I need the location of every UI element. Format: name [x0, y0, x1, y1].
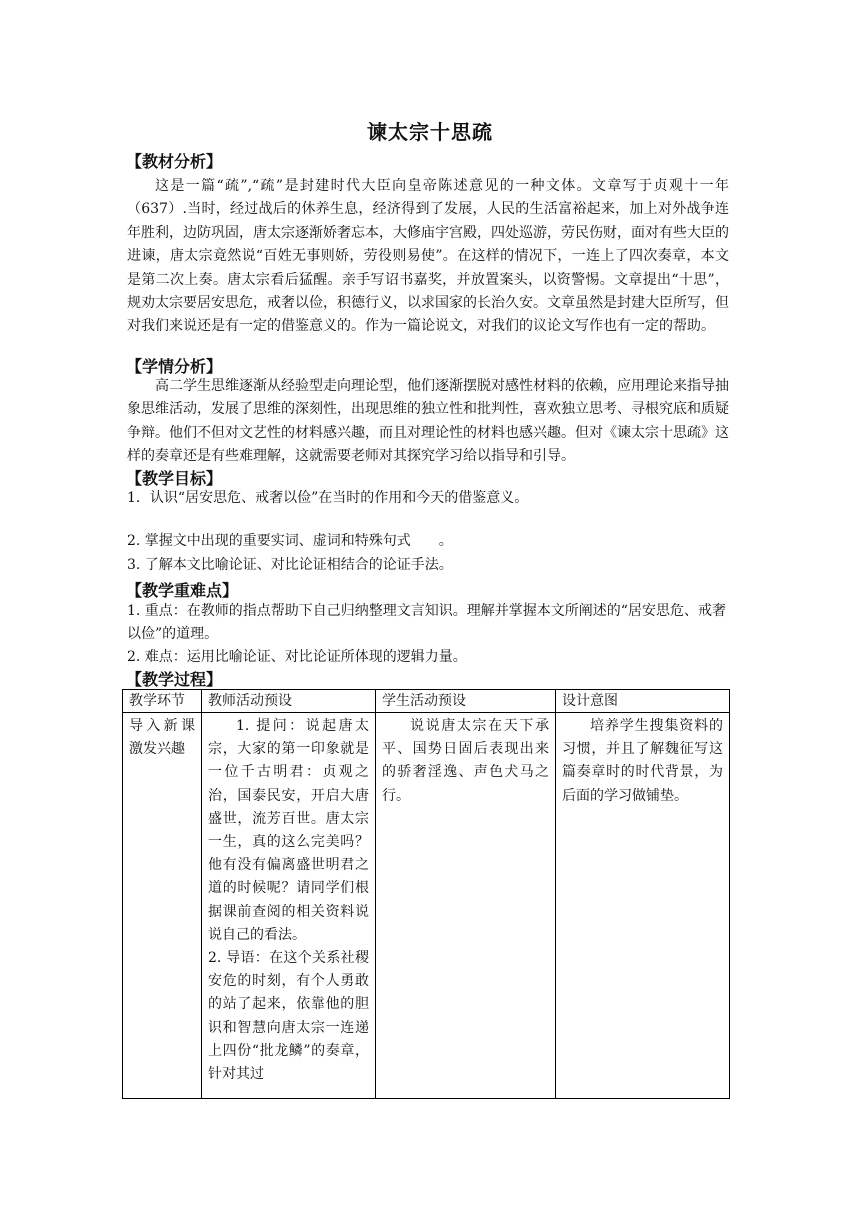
- heading-teaching-goals: 【教学目标】: [126, 469, 223, 488]
- textbook-analysis-paragraph: 这是一篇“疏”,“疏”是封建时代大臣向皇帝陈述意见的一种文体。文章写于贞观十一年（637）.当时，经过战后的休养生息，经济得到了发展，人民的生活富裕起来，加上对外战争连年胜利，边防巩固，唐太宗逐渐娇奢忘本，大修庙宇宫殿，四处巡游，劳民伤财，面对有些大臣的进谏，唐太宗竟然说“百姓无事则娇，劳役则易使”。在这样的情况下，一连上了四次奏章，本文是第二次上奏。唐太宗看后猛醒。亲手写诏书嘉奖，并放置案头，以资警惕。文章提出“十思”，规劝太宗要居安思危，戒奢以俭，积德行义，以求国家的长治久安。文章虽然是封建大臣所写，但对我们来说还是有一定的借鉴意义的。作为一篇论说文，对我们的议论文写作也有一定的帮助。: [127, 178, 729, 335]
- heading-textbook-analysis: 【教材分析】: [126, 152, 223, 171]
- goal-item-2: 2. 掌握文中出现的重要实词、虚词和特殊句式 。: [127, 533, 453, 549]
- teacher-activity-2: 2. 导语：在这个关系社稷安危的时刻，有个人勇敢的站了起来，依靠他的胆识和智慧向唐太宗一连递上四份“批龙鳞”的奏章，针对其过: [208, 950, 369, 1083]
- column-header-stage: 教学环节: [123, 690, 202, 713]
- table-header-row: [123, 690, 730, 713]
- column-header-student: 学生活动预设: [376, 690, 556, 713]
- cell-teacher-activity: [202, 713, 376, 1099]
- teacher-activity-1: 1. 提问：说起唐太宗，大家的第一印象就是一位千古明君：贞观之治，国泰民安，开启大唐盛世，流芳百世。唐太宗一生，真的这么完美吗？他有没有偏离盛世明君之道的时候呢？请同学们根据课前查阅的相关资料说说自己的看法。: [208, 718, 369, 943]
- cell-design-intent: [556, 713, 730, 1099]
- teaching-process-table: [122, 689, 730, 1099]
- table-row: [123, 713, 730, 1099]
- document-title: 谏太宗十思疏: [367, 120, 493, 144]
- column-header-intent: 设计意图: [556, 690, 730, 713]
- heading-teaching-process: 【教学过程】: [126, 670, 223, 689]
- heading-student-analysis: 【学情分析】: [126, 357, 223, 376]
- keypoint-item-1: 1. 重点：在教师的指点帮助下自己归纳整理文言知识。理解并掌握本文所阐述的“居安思危、戒奢以俭”的道理。: [127, 603, 726, 643]
- design-intent-text: 培养学生搜集资料的习惯，并且了解魏征写这篇奏章时的时代背景，为后面的学习做铺垫。: [562, 718, 723, 804]
- goal-item-1: 1．认识“居安思危、戒奢以俭”在当时的作用和今天的借鉴意义。: [127, 490, 529, 506]
- student-activity-text: 说说唐太宗在天下承平、国势日固后表现出来的骄奢淫逸、声色犬马之行。: [382, 718, 549, 804]
- stage-text: 导入新课激发兴趣: [129, 718, 195, 758]
- cell-student-activity: [376, 713, 556, 1099]
- heading-key-points: 【教学重难点】: [126, 581, 239, 600]
- cell-stage: [123, 713, 202, 1099]
- student-analysis-paragraph: 高二学生思维逐渐从经验型走向理论型，他们逐渐摆脱对感性材料的依赖，应用理论来指导抽象思维活动，发展了思维的深刻性，出现思维的独立性和批判性，喜欢独立思考、寻根究底和质疑争辩。他们不但对文艺性的材料感兴趣，而且对理论性的材料也感兴趣。但对《谏太宗十思疏》这样的奏章还是有些难理解，这就需要老师对其探究学习给以指导和引导。: [127, 378, 729, 465]
- column-header-teacher: 教师活动预设: [202, 690, 376, 713]
- goal-item-3: 3. 了解本文比喻论证、对比论证相结合的论证手法。: [127, 557, 453, 573]
- keypoint-item-2: 2. 难点：运用比喻论证、对比论证所体现的逻辑力量。: [127, 649, 467, 665]
